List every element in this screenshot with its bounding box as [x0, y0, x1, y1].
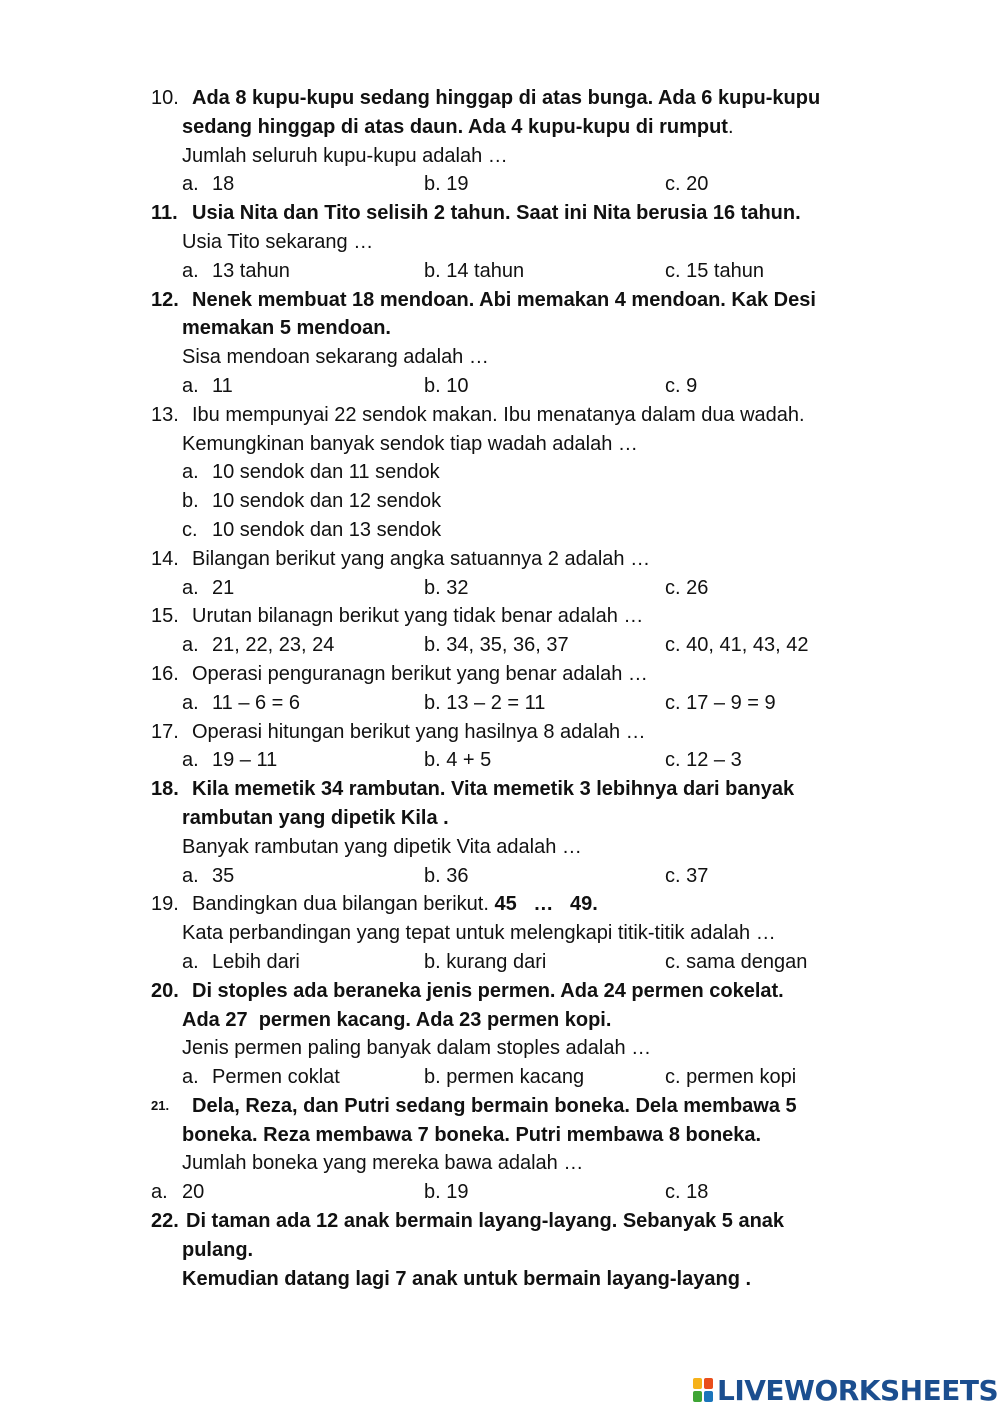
option-a: Permen coklat [212, 1066, 340, 1089]
question-line [0, 1265, 1000, 1294]
question-19 [0, 890, 1000, 919]
option-b: b. 10 [424, 374, 469, 397]
question-line [0, 314, 1000, 343]
question-prompt [0, 142, 1000, 171]
option-a-label: a. [182, 691, 199, 714]
question-22 [0, 1207, 1000, 1236]
question-number: 10. [151, 87, 179, 109]
answer-options [0, 948, 1000, 977]
question-number: 11. [151, 202, 178, 225]
logo-mark-icon [693, 1378, 713, 1402]
question-10 [0, 84, 1000, 113]
option-a-label: a. [151, 1181, 168, 1204]
answer-options [0, 746, 1000, 775]
question-17 [0, 718, 1000, 747]
option-a: 13 tahun [212, 259, 290, 282]
option-a: 35 [212, 864, 235, 887]
question-line [0, 113, 1000, 142]
question-text: pulang. [182, 1238, 254, 1261]
question-line [0, 1236, 1000, 1265]
question-prompt [0, 228, 1000, 257]
question-14 [0, 545, 1000, 574]
question-prompt [0, 430, 1000, 459]
question-text: Operasi penguranagn berikut yang benar adalah … [192, 662, 648, 685]
option-a: 10 sendok dan 11 sendok [212, 461, 440, 484]
question-text: Usia Nita dan Tito selisih 2 tahun. Saat ini Nita berusia 16 tahun. [192, 202, 801, 225]
question-number: 14. [151, 547, 179, 570]
option-a-label: a. [182, 749, 199, 772]
option-row-c [0, 516, 1000, 545]
option-a: 11 – 6 = 6 [212, 691, 301, 714]
option-a-label: a. [182, 173, 199, 196]
option-a-label: a. [182, 461, 199, 484]
option-a: 18 [212, 173, 235, 196]
option-a-label: a. [182, 374, 199, 397]
prompt-text: Kemungkinan banyak sendok tiap wadah adalah … [182, 432, 638, 455]
option-b: b. 14 tahun [424, 259, 525, 282]
question-text: Ibu mempunyai 22 sendok makan. Ibu menatanya dalam dua wadah. [192, 403, 805, 426]
option-b: 10 sendok dan 12 sendok [212, 490, 442, 513]
answer-options [0, 170, 1000, 199]
question-text: sedang hinggap di atas daun. Ada 4 kupu-kupu di rumput [182, 115, 728, 138]
option-a-label: a. [182, 864, 199, 887]
question-text: memakan 5 mendoan. [182, 317, 391, 340]
option-c-label: c. [182, 518, 198, 541]
question-number: 19. [151, 893, 179, 916]
question-text: Di stoples ada beraneka jenis permen. Ada 24 permen cokelat. [192, 979, 784, 1002]
question-text: Di taman ada 12 anak bermain layang-layang. Sebanyak 5 anak [186, 1210, 785, 1233]
option-a: Lebih dari [212, 950, 300, 973]
question-text: Ada 8 kupu-kupu sedang hinggap di atas bunga. Ada 6 kupu-kupu [192, 87, 821, 109]
option-b: b. kurang dari [424, 950, 547, 973]
answer-options [0, 257, 1000, 286]
logo-text: LIVEWORKSHEETS [717, 1373, 999, 1407]
question-prompt [0, 1149, 1000, 1178]
question-number: 12. [151, 288, 179, 311]
question-text: Kemudian datang lagi 7 anak untuk bermain layang-layang . [182, 1267, 752, 1290]
answer-options [0, 1178, 1000, 1207]
prompt-text: Jumlah boneka yang mereka bawa adalah … [182, 1152, 584, 1175]
option-b: b. 19 [424, 1181, 469, 1204]
question-line [0, 1006, 1000, 1035]
question-prompt [0, 343, 1000, 372]
option-a: 11 [212, 374, 233, 397]
question-number: 15. [151, 605, 179, 628]
prompt-text: Jumlah seluruh kupu-kupu adalah … [182, 144, 508, 167]
question-number: 20. [151, 979, 179, 1002]
question-line [0, 804, 1000, 833]
question-18 [0, 775, 1000, 804]
option-a-label: a. [182, 576, 199, 599]
question-prompt [0, 919, 1000, 948]
option-b-label: b. [182, 490, 199, 513]
question-20 [0, 977, 1000, 1006]
answer-options [0, 1063, 1000, 1092]
option-b: b. 34, 35, 36, 37 [424, 634, 569, 657]
option-c: c. 37 [665, 864, 709, 887]
question-text: boneka. Reza membawa 7 boneka. Putri membawa 8 boneka. [182, 1123, 762, 1146]
option-c: 10 sendok dan 13 sendok [212, 518, 442, 541]
question-number: 13. [151, 403, 179, 426]
option-row-a [0, 458, 1000, 487]
question-text: Nenek membuat 18 mendoan. Abi memakan 4 mendoan. Kak Desi [192, 288, 816, 311]
option-c: c. 17 – 9 = 9 [665, 691, 776, 714]
question-12 [0, 286, 1000, 315]
question-text: rambutan yang dipetik Kila . [182, 806, 449, 829]
question-line [0, 1121, 1000, 1150]
answer-options [0, 574, 1000, 603]
option-b: b. 4 + 5 [424, 749, 492, 772]
question-number: 16. [151, 662, 179, 685]
question-text: Operasi hitungan berikut yang hasilnya 8 adalah … [192, 720, 646, 743]
option-c: c. 26 [665, 576, 709, 599]
answer-options [0, 631, 1000, 660]
option-a-label: a. [182, 634, 199, 657]
prompt-text: Kata perbandingan yang tepat untuk melengkapi titik-titik adalah … [182, 922, 776, 945]
question-number: 18. [151, 778, 179, 801]
option-a-label: a. [182, 1066, 199, 1089]
answer-options [0, 689, 1000, 718]
prompt-text: Banyak rambutan yang dipetik Vita adalah … [182, 835, 582, 858]
question-text: Urutan bilanagn berikut yang tidak benar adalah … [192, 605, 644, 628]
option-a: 21, 22, 23, 24 [212, 634, 335, 657]
option-c: c. 15 tahun [665, 259, 764, 282]
answer-options [0, 862, 1000, 891]
question-number: 17. [151, 720, 179, 743]
question-21 [0, 1092, 1000, 1121]
question-text: Bandingkan dua bilangan berikut. [192, 893, 489, 916]
answer-options [0, 372, 1000, 401]
question-number: 21. [151, 1097, 170, 1113]
option-b: b. permen kacang [424, 1066, 585, 1089]
question-text: Bilangan berikut yang angka satuannya 2 adalah … [192, 547, 651, 570]
question-11 [0, 199, 1000, 228]
option-c: c. 20 [665, 173, 709, 196]
option-a-label: a. [182, 950, 199, 973]
prompt-text: Usia Tito sekarang … [182, 230, 374, 253]
option-a: 19 – 11 [212, 749, 278, 772]
question-number: 22. [151, 1210, 179, 1233]
question-prompt [0, 1034, 1000, 1063]
option-b: b. 32 [424, 576, 469, 599]
prompt-text: Sisa mendoan sekarang adalah … [182, 346, 489, 369]
option-c: c. 18 [665, 1181, 709, 1204]
question-15 [0, 602, 1000, 631]
option-a: 20 [182, 1181, 205, 1204]
option-c: c. permen kopi [665, 1066, 797, 1089]
option-b: b. 13 – 2 = 11 [424, 691, 546, 714]
option-c: c. 12 – 3 [665, 749, 742, 772]
question-text: Kila memetik 34 rambutan. Vita memetik 3 lebihnya dari banyak [192, 778, 795, 801]
liveworksheets-logo [693, 1372, 998, 1408]
prompt-text: Jenis permen paling banyak dalam stoples adalah … [182, 1037, 652, 1060]
option-a-label: a. [182, 259, 199, 282]
option-c: c. 40, 41, 43, 42 [665, 634, 809, 657]
question-text: . [727, 115, 734, 138]
option-c: c. sama dengan [665, 950, 808, 973]
question-prompt [0, 833, 1000, 862]
question-13 [0, 401, 1000, 430]
question-text: Dela, Reza, dan Putri sedang bermain boneka. Dela membawa 5 [192, 1094, 797, 1117]
option-row-b [0, 487, 1000, 516]
option-a: 21 [212, 576, 235, 599]
option-c: c. 9 [665, 374, 698, 397]
question-16 [0, 660, 1000, 689]
worksheet-page [0, 84, 1000, 1293]
question-text: Ada 27 permen kacang. Ada 23 permen kopi. [182, 1008, 612, 1031]
option-b: b. 19 [424, 173, 469, 196]
option-b: b. 36 [424, 864, 469, 887]
comparison-numbers: 45 … 49. [494, 893, 598, 916]
